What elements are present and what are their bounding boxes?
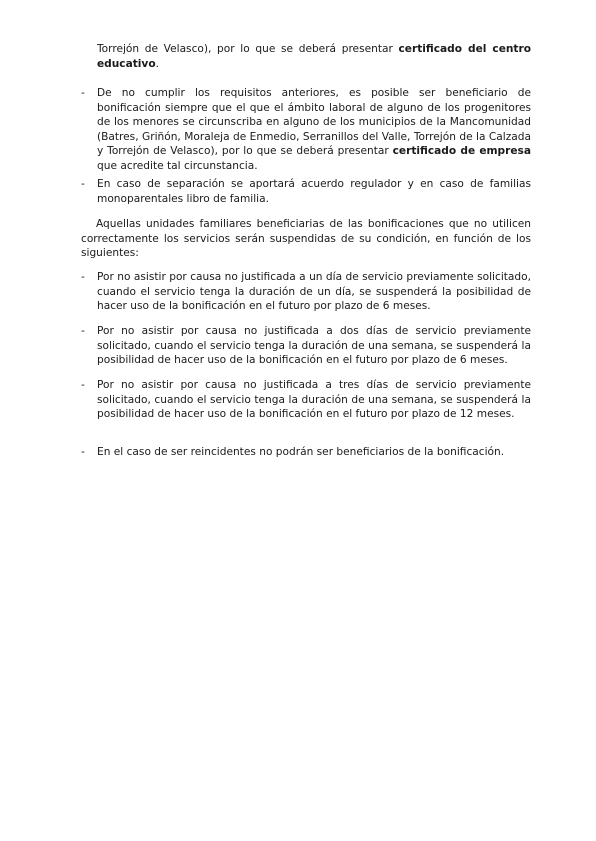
bullet-item-reincidence [97, 445, 531, 460]
bullet-dash: - [81, 271, 85, 283]
continuation-paragraph [97, 42, 531, 71]
bullet-item-two-days [97, 324, 531, 368]
bullet-item-one-day [97, 270, 531, 314]
bullet-dash: - [81, 87, 85, 99]
paragraph-text: Por no asistir por causa no justificada a dos días de servicio previamente solicitado, cuando el servicio tenga la duración de una semana, se suspenderá la posibilidad de hacer uso de la bonificación en el futuro por plazo de 6 meses. [97, 325, 531, 367]
bold-text: certificado de empresa [392, 145, 532, 158]
paragraph-text: Por no asistir por causa no justificada a un día de servicio previamente solicitado, cuando el servicio tenga la duración de un día, se suspenderá la posibilidad de hacer uso de la bonificación en el futuro por plazo de 6 meses. [97, 271, 531, 313]
intro-paragraph [81, 217, 531, 261]
bullet-item-separation [97, 177, 531, 206]
paragraph-text: Aquellas unidades familiares beneficiarias de las bonificaciones que no utilicen correctamente los servicios serán suspendidas de su condición, en función de los siguientes: [81, 218, 531, 260]
paragraph-text: En el caso de ser reincidentes no podrán ser beneficiarios de la bonificación. [97, 446, 505, 458]
bullet-dash: - [81, 325, 85, 337]
bullet-dash: - [81, 379, 85, 391]
paragraph-text: Torrejón de Velasco), por lo que se deberá presentar [97, 43, 399, 55]
bullet-item-workplace [97, 86, 531, 174]
paragraph-text: que acredite tal circunstancia. [97, 159, 258, 172]
paragraph-text: En caso de separación se aportará acuerdo regulador y en caso de familias monoparentales libro de familia. [97, 178, 531, 205]
paragraph-text: Por no asistir por causa no justificada a tres días de servicio previamente solicitado, cuando el servicio tenga la duración de una semana, se suspenderá la posibilidad de hacer uso de la bonificación en el futuro por plazo de 12 meses. [97, 379, 531, 421]
bold-text: certificado del centro educativo [97, 43, 531, 70]
bullet-dash: - [81, 178, 85, 190]
bullet-item-three-days [97, 378, 531, 422]
paragraph-text: . [155, 57, 159, 70]
paragraph-text: De no cumplir los requisitos anteriores, es posible ser beneficiario de bonificación siempre que el que el ámbito laboral de alguno de los progenitores de los menores se circunscriba en alguno de los municipios de la Mancomunidad (Batres, Griñón, Moraleja de Enmedio, Serranillos del Valle, Torrejón de la Calzada y Torrejón de Velasco), por lo que se deberá presentar [97, 87, 531, 158]
bullet-dash: - [81, 446, 85, 458]
